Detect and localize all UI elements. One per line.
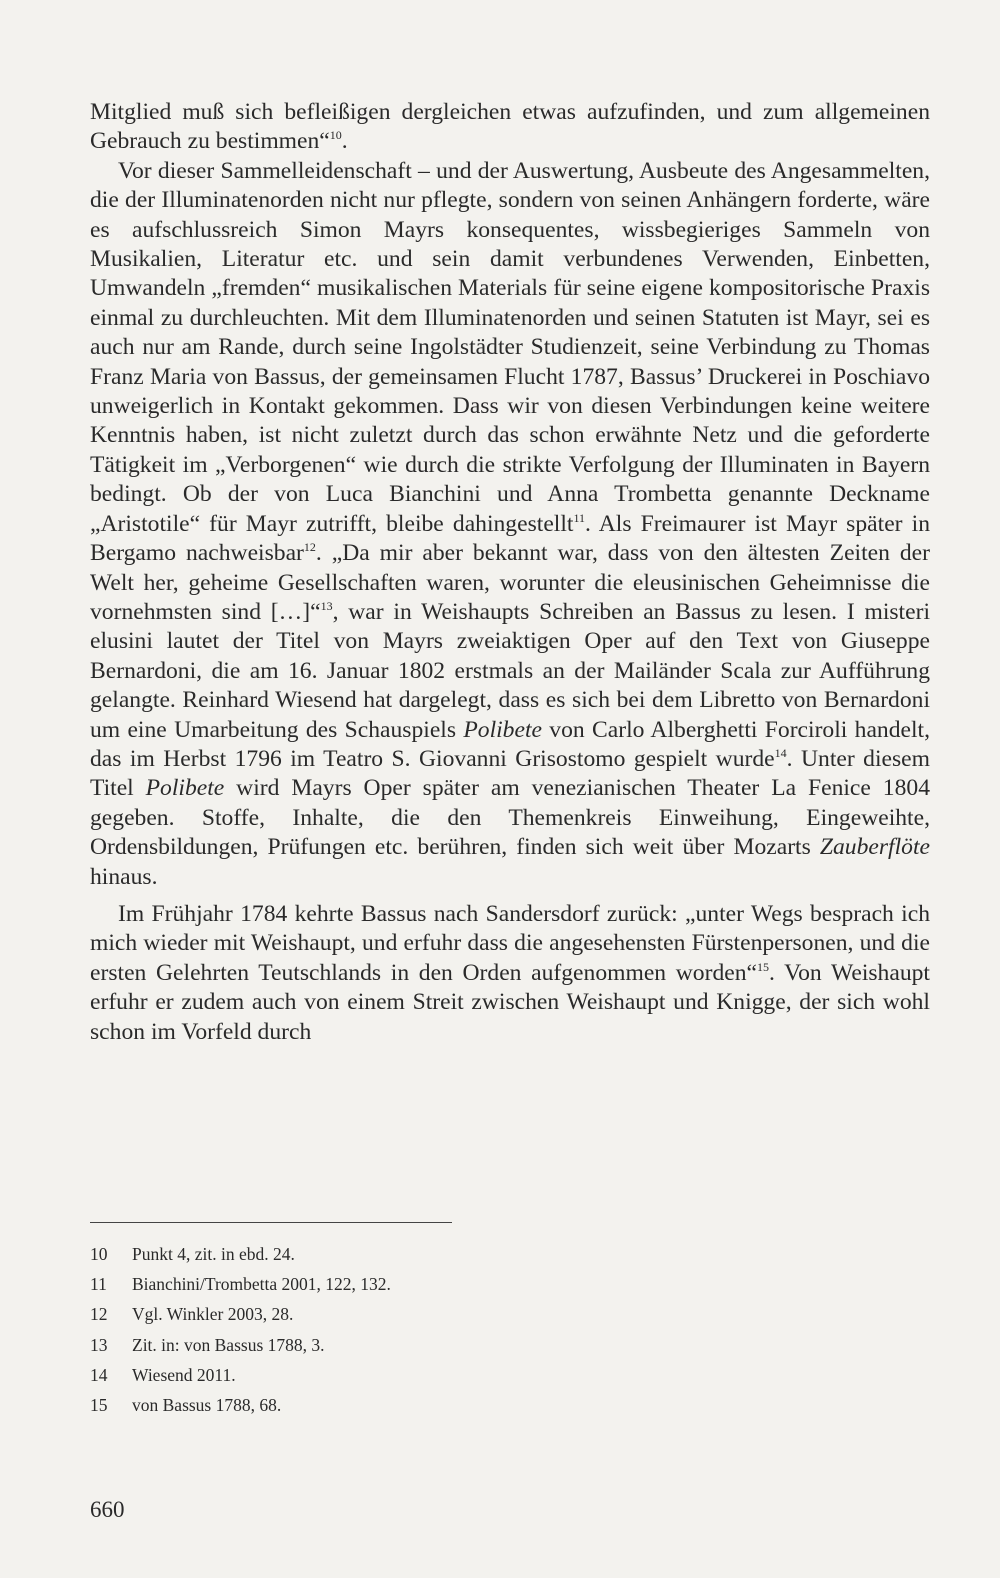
body-text: [90, 98, 930, 1047]
footnote-ref[interactable]: 12: [303, 540, 316, 555]
footnote-text: Vgl. Winkler 2003, 28.: [132, 1304, 294, 1325]
footnote-item: [90, 1299, 790, 1329]
footnote-number: 10: [90, 1244, 108, 1264]
text-run: .: [341, 128, 348, 155]
footnote-item: [90, 1360, 790, 1390]
footnote-divider: [90, 1222, 452, 1223]
footnote-ref[interactable]: 10: [329, 128, 342, 143]
text-run: von Carlo Alberghetti Forciroli handelt, das im Herbst 1796 im Teatro S. Giovanni Grisostomo gespielt wurde: [90, 716, 930, 772]
footnote-ref[interactable]: 13: [320, 598, 333, 613]
paragraph-2: [90, 157, 930, 892]
footnote-item: [90, 1239, 790, 1269]
text-run: Mitglied muß sich befleißigen dergleichen etwas aufzufinden, und zum allgemeinen Gebrauch zu bestimmen“: [90, 99, 930, 155]
text-run: . „Da mir aber bekannt war, dass von den ältesten Zeiten der Welt her, geheime Gesellschaften waren, worunter die eleusinischen Geheimnisse die vornehmsten sind […]“: [90, 540, 930, 625]
text-run: hinaus.: [90, 863, 158, 890]
italic-title: Zauberflöte: [819, 834, 930, 861]
footnote-number: 11: [90, 1274, 107, 1295]
footnote-number: 13: [90, 1334, 108, 1355]
footnote-number: 15: [90, 1395, 108, 1416]
footnote-ref[interactable]: 11: [573, 510, 586, 525]
text-run: . Unter diesem Titel: [90, 745, 930, 802]
footnote-ref[interactable]: 15: [757, 959, 769, 974]
footnote-ref[interactable]: 14: [774, 745, 787, 760]
footnote-item: [90, 1330, 790, 1360]
paragraph-3: [90, 900, 930, 1047]
footnotes: [90, 1239, 790, 1420]
footnote-number: 14: [90, 1364, 108, 1385]
italic-title: Polibete: [145, 775, 225, 802]
page-number: 660: [90, 1497, 125, 1522]
text-run: Im Frühjahr 1784 kehrte Bassus nach Sandersdorf zurück: „unter Wegs besprach ich mich wieder mit Weishaupt, und erfuhr dass die angesehensten Fürstenpersonen, und die ersten Gelehrten Teutschlands in den Orden aufgenommen worden“: [90, 900, 930, 986]
italic-title: Polibete: [463, 716, 542, 743]
text-run: , war in Weishaupts Schreiben an Bassus zu lesen. I misteri elusini lautet der Titel von Mayrs zweiaktigen Oper auf den Text von Giuseppe Bernardoni, die am 16. Januar 1802 erstmals an der Mailänder Scala zur Aufführung gelangte. Reinhard Wiesend hat dargelegt, dass es sich bei dem Libretto von Bernardoni um eine Umarbeitung des Schauspiels: [90, 598, 930, 743]
text-run: . Als Freimaurer ist Mayr später in Bergamo nachweisbar: [90, 510, 930, 567]
footnote-text: Wiesend 2011.: [132, 1364, 236, 1385]
footnote-item: [90, 1390, 790, 1420]
footnote-text: von Bassus 1788, 68.: [132, 1395, 282, 1416]
footnote-text: Punkt 4, zit. in ebd. 24.: [132, 1244, 295, 1264]
paragraph-1: [90, 98, 930, 157]
text-run: wird Mayrs Oper später am venezianischen Theater La Fenice 1804 gegeben. Stoffe, Inhalte, die den Themenkreis Einweihung, Eingeweihte, Ordensbildungen, Prüfungen etc. berühren, finden sich weit über Mozarts: [90, 775, 930, 861]
footnote-number: 12: [90, 1304, 108, 1325]
footnote-text: Zit. in: von Bassus 1788, 3.: [132, 1334, 325, 1355]
text-run: . Von Weishaupt erfuhr er zudem auch von einem Streit zwischen Weishaupt und Knigge, der sich wohl schon im Vorfeld durch: [90, 959, 930, 1045]
footnote-item: [90, 1269, 790, 1299]
footnote-text: Bianchini/Trombetta 2001, 122, 132.: [132, 1274, 391, 1295]
text-run: Vor dieser Sammelleidenschaft – und der Auswertung, Ausbeute des Angesammelten, die der Illuminatenorden nicht nur pflegte, sondern von seinen Anhängern forderte, wäre es aufschlussreich Simon Mayrs konsequentes, wissbegieriges Sammeln von Musikalien, Literatur etc. und sein damit verbundenes Verwenden, Einbetten, Umwandeln „fremden“ musikalischen Materials für seine eigene kompositorische Praxis einmal zu durchleuchten. Mit dem Illuminatenorden und seinen Statuten ist Mayr, sei es auch nur am Rande, durch seine Ingolstädter Studienzeit, seine Verbindung zu Thomas Franz Maria von Bassus, der gemeinsamen Flucht 1787, Bassus’ Druckerei in Poschiavo unweigerlich in Kontakt gekommen. Dass wir von diesen Verbindungen keine weitere Kenntnis haben, ist nicht zuletzt durch das schon erwähnte Netz und die geforderte Tätigkeit im „Verborgenen“ wie durch die strikte Verfolgung der Illuminaten in Bayern bedingt. Ob der von Luca Bianchini und Anna Trombetta genannte Deckname „Aristotile“ für Mayr zutrifft, bleibe dahingestellt: [90, 157, 930, 537]
